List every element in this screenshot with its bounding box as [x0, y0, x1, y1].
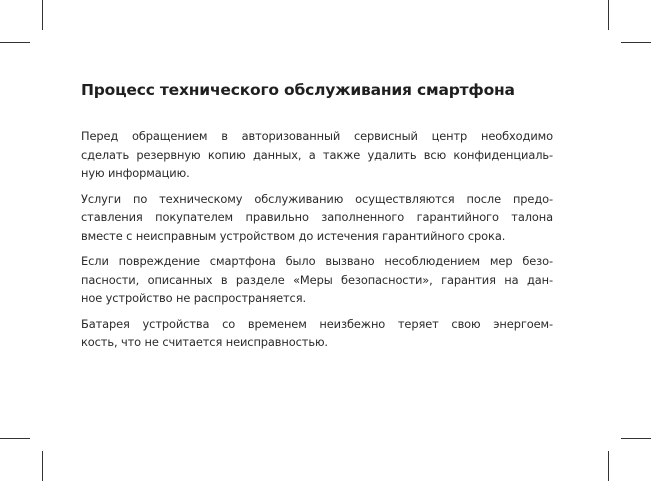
crop-mark-top-right-vertical [608, 0, 609, 30]
paragraph-backup [81, 127, 553, 183]
paragraph-line: Батарея устройства со временем неизбежно теряет свою энергоем- [81, 316, 553, 331]
paragraph-warranty-exclusion [81, 252, 553, 308]
crop-mark-top-left-vertical [42, 0, 43, 30]
page-title: Процесс технического обслуживания смартфона [81, 81, 515, 99]
paragraph-line: ставления покупателем правильно заполненного гарантийного талона [81, 210, 553, 224]
crop-mark-top-left-horizontal [0, 42, 30, 43]
paragraph-battery [81, 315, 553, 352]
paragraph-line: кость, что не считается неисправностью. [81, 335, 328, 349]
paragraph-line: пасности, описанных в разделе «Меры безопасности», гарантия на дан- [81, 272, 553, 287]
page-body [81, 127, 553, 352]
paragraph-service-conditions [81, 190, 553, 246]
paragraph-line: Перед обращением в авторизованный сервисный центр необходимо [81, 129, 553, 143]
paragraph-line: ное устройство не распространяется. [81, 291, 306, 305]
paragraph-line: сделать резервную копию данных, а также удалить всю конфиденциаль- [81, 147, 553, 162]
crop-mark-bottom-left-horizontal [0, 438, 30, 439]
paragraph-line: Если повреждение смартфона было вызвано несоблюдением мер безо- [81, 254, 553, 268]
paragraph-line: Услуги по техническому обслуживанию осуществляются после предо- [81, 191, 553, 206]
page-content [81, 80, 553, 359]
crop-mark-bottom-left-vertical [42, 451, 43, 481]
crop-mark-bottom-right-vertical [608, 451, 609, 481]
crop-mark-top-right-horizontal [621, 42, 651, 43]
crop-mark-bottom-right-horizontal [621, 438, 651, 439]
paragraph-line: ную информацию. [81, 166, 190, 180]
paragraph-line: вместе с неисправным устройством до истечения гарантийного срока. [81, 228, 506, 243]
